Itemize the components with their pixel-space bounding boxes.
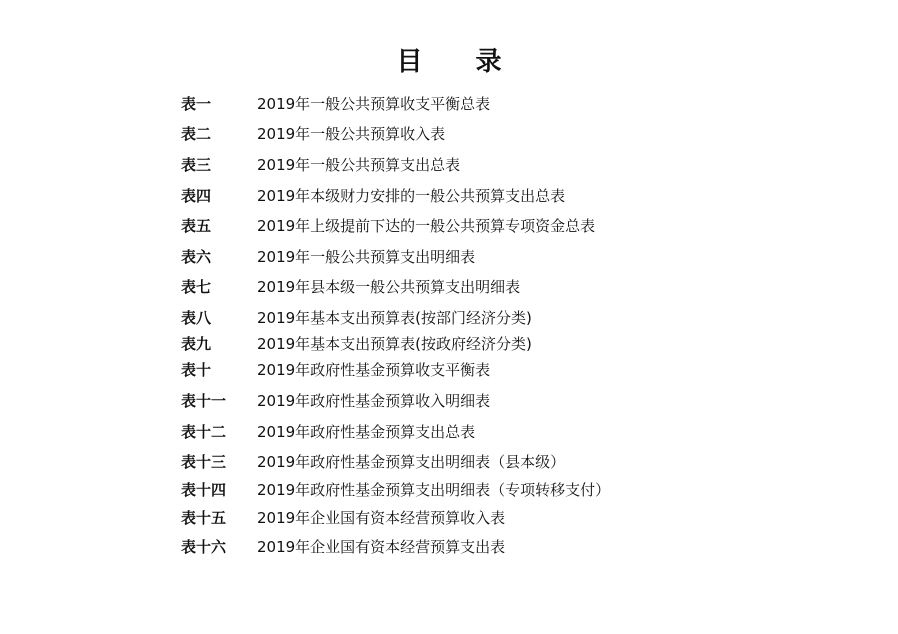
toc-entry-key: 表十五: [181, 509, 227, 527]
toc-entry[interactable]: [181, 451, 565, 473]
toc-entry-title: 2019年政府性基金预算收入明细表: [257, 392, 491, 410]
toc-entry[interactable]: [181, 246, 475, 268]
toc-entry-key: 表八: [181, 309, 212, 327]
toc-entry-key: 表十四: [181, 481, 227, 499]
toc-entry[interactable]: [181, 93, 490, 115]
toc-entry[interactable]: [181, 536, 505, 558]
toc-entry-title: 2019年一般公共预算支出总表: [257, 156, 461, 174]
toc-entry[interactable]: [181, 421, 475, 443]
toc-entry[interactable]: [181, 507, 505, 529]
toc-entry[interactable]: [181, 479, 610, 501]
toc-entry-key: 表十: [181, 361, 212, 379]
toc-entry[interactable]: [181, 154, 460, 176]
toc-entry-key: 表二: [181, 125, 212, 143]
toc-entry-key: 表十一: [181, 392, 227, 410]
toc-entry-key: 表十三: [181, 453, 227, 471]
toc-entry-title: 2019年基本支出预算表(按政府经济分类): [257, 335, 532, 353]
toc-entry-key: 表十六: [181, 538, 227, 556]
toc-entry[interactable]: [181, 276, 520, 298]
toc-entry-title: 2019年一般公共预算收支平衡总表: [257, 95, 491, 113]
toc-entry[interactable]: [181, 359, 490, 381]
toc-entry-title: 2019年一般公共预算支出明细表: [257, 248, 476, 266]
toc-entry-key: 表六: [181, 248, 212, 266]
toc-entry[interactable]: [181, 215, 595, 237]
toc-entry-title: 2019年一般公共预算收入表: [257, 125, 446, 143]
toc-entry-title: 2019年政府性基金预算收支平衡表: [257, 361, 491, 379]
toc-entry-title: 2019年企业国有资本经营预算收入表: [257, 509, 506, 527]
toc-entry-key: 表七: [181, 278, 212, 296]
toc-entry[interactable]: [181, 123, 445, 145]
toc-entry-key: 表三: [181, 156, 212, 174]
toc-entry[interactable]: [181, 390, 490, 412]
toc-entry[interactable]: [181, 307, 532, 329]
toc-entry-key: 表五: [181, 217, 212, 235]
toc-entry-key: 表一: [181, 95, 212, 113]
toc-entry-title: 2019年本级财力安排的一般公共预算支出总表: [257, 187, 566, 205]
toc-entry-key: 表九: [181, 335, 212, 353]
toc-entry-key: 表四: [181, 187, 212, 205]
toc-entry-title: 2019年政府性基金预算支出明细表（专项转移支付）: [257, 481, 611, 499]
toc-entry-title: 2019年政府性基金预算支出总表: [257, 423, 476, 441]
page-title: 目 录: [396, 47, 524, 77]
toc-entry-title: 2019年企业国有资本经营预算支出表: [257, 538, 506, 556]
toc-entry-title: 2019年上级提前下达的一般公共预算专项资金总表: [257, 217, 596, 235]
toc-entry-title: 2019年县本级一般公共预算支出明细表: [257, 278, 521, 296]
toc-entry-title: 2019年政府性基金预算支出明细表（县本级）: [257, 453, 566, 471]
toc-entry[interactable]: [181, 333, 532, 355]
toc-entry-key: 表十二: [181, 423, 227, 441]
toc-entry-title: 2019年基本支出预算表(按部门经济分类): [257, 309, 532, 327]
toc-entry[interactable]: [181, 185, 565, 207]
